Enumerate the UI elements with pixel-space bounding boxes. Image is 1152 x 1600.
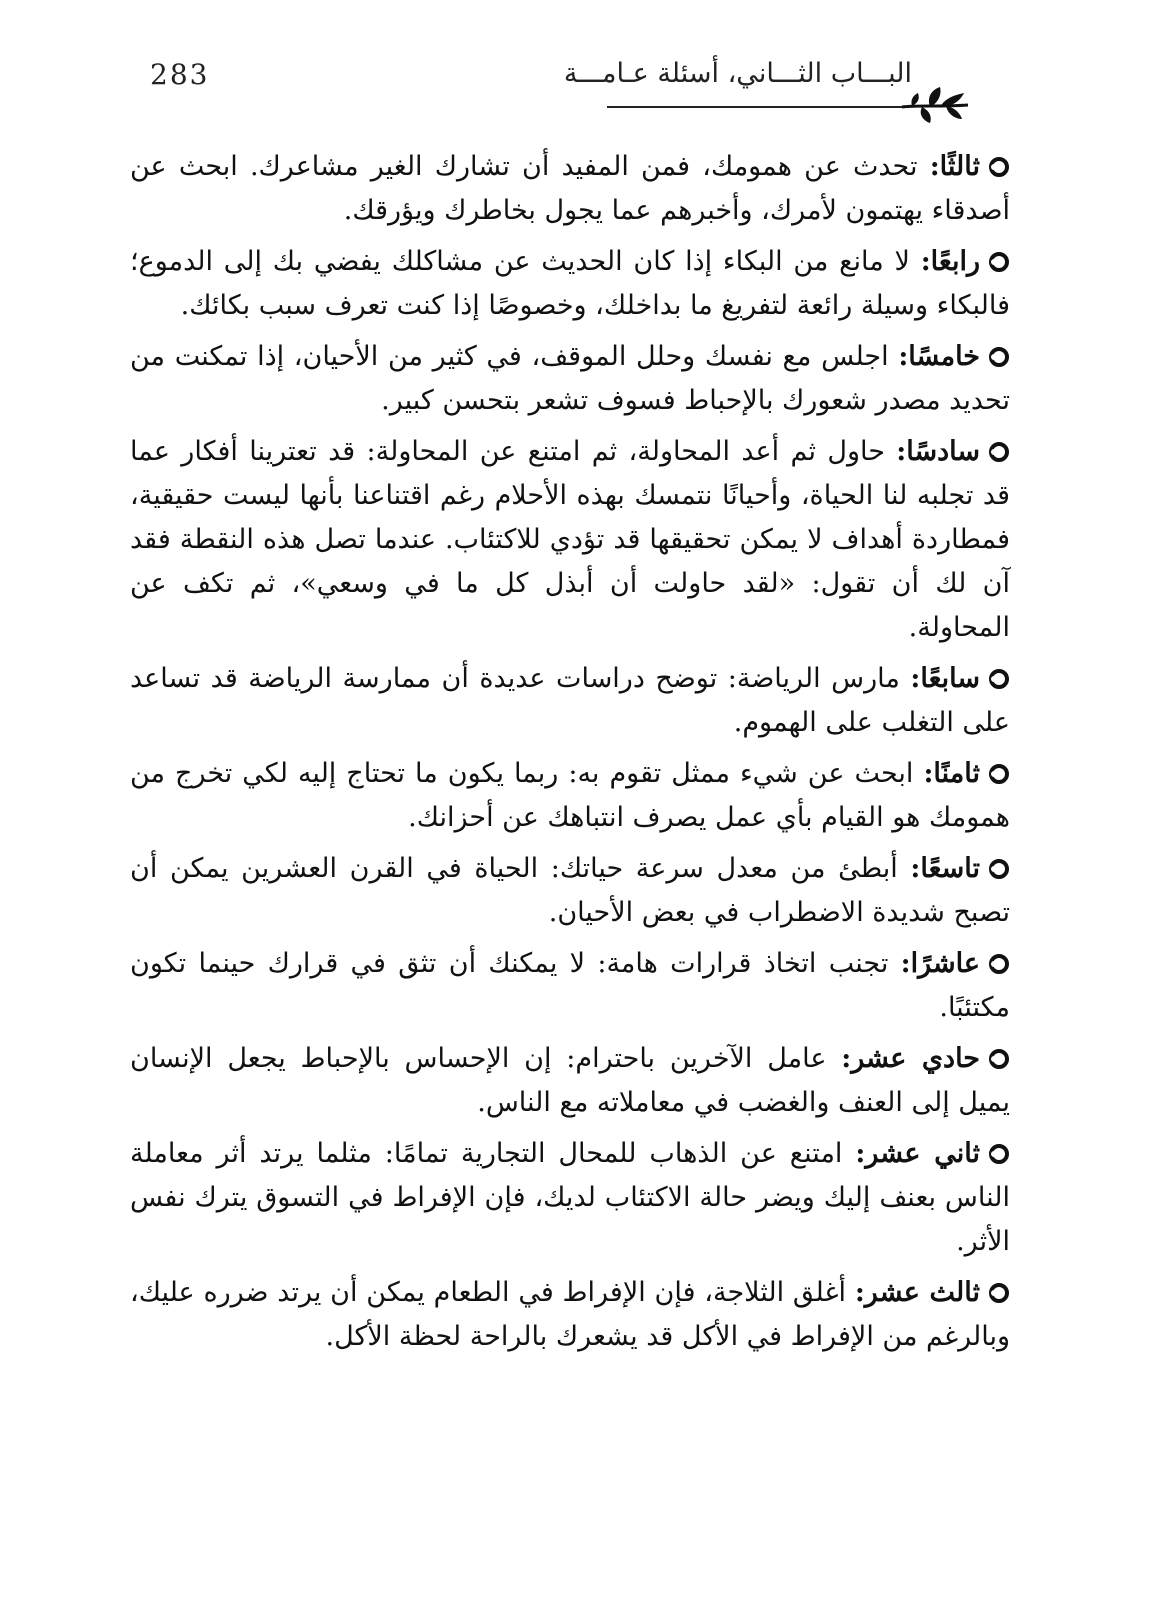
running-head: البـــاب الثـــاني، أسئلة عـامـــة: [563, 58, 912, 89]
list-item: [130, 847, 1010, 935]
circle-bullet-icon: [988, 1143, 1010, 1165]
list-item: [130, 1271, 1010, 1359]
circle-bullet-icon: [988, 763, 1010, 785]
item-label: خامسًا:: [898, 341, 980, 372]
circle-bullet-icon: [988, 1048, 1010, 1070]
item-text: ابحث عن شيء ممثل تقوم به: ربما يكون ما تحتاج إليه لكي تخرج من همومك هو القيام بأي عمل يصرف انتباهك عن أحزانك.: [130, 758, 1010, 833]
list-item: [130, 752, 1010, 840]
list-item: [130, 430, 1010, 650]
item-text: أبطئ من معدل سرعة حياتك: الحياة في القرن العشرين يمكن أن تصبح شديدة الاضطراب في بعض الأحيان.: [130, 853, 1010, 928]
item-text: تحدث عن همومك، فمن المفيد أن تشارك الغير مشاعرك. ابحث عن أصدقاء يهتمون لأمرك، وأخبرهم عما يجول بخاطرك ويؤرقك.: [130, 151, 1010, 226]
circle-bullet-icon: [988, 858, 1010, 880]
item-label: ثالث عشر:: [854, 1277, 980, 1308]
item-label: تاسعًا:: [910, 853, 980, 884]
item-text: تجنب اتخاذ قرارات هامة: لا يمكنك أن تثق في قرارك حينما تكون مكتئبًا.: [130, 948, 1010, 1023]
circle-bullet-icon: [988, 156, 1010, 178]
header-rule: [607, 106, 907, 108]
circle-bullet-icon: [988, 668, 1010, 690]
list-item: [130, 240, 1010, 328]
item-label: حادي عشر:: [841, 1043, 980, 1074]
list-item: [130, 335, 1010, 423]
circle-bullet-icon: [988, 251, 1010, 273]
content-body: [130, 145, 1010, 1366]
item-text: مارس الرياضة: توضح دراسات عديدة أن ممارسة الرياضة قد تساعد على التغلب على الهموم.: [130, 663, 1010, 738]
list-item: [130, 1132, 1010, 1264]
item-label: سادسًا:: [896, 436, 980, 467]
page-number: 283: [150, 58, 210, 91]
list-item: [130, 657, 1010, 745]
list-item: [130, 145, 1010, 233]
item-text: عامل الآخرين باحترام: إن الإحساس بالإحباط يجعل الإنسان يميل إلى العنف والغضب في معاملاته مع الناس.: [130, 1043, 1010, 1118]
circle-bullet-icon: [988, 441, 1010, 463]
item-label: ثالثًا:: [929, 151, 980, 182]
item-label: سابعًا:: [910, 663, 980, 694]
circle-bullet-icon: [988, 346, 1010, 368]
leaf-ornament-icon: [900, 85, 970, 125]
item-text: أغلق الثلاجة، فإن الإفراط في الطعام يمكن أن يرتد ضرره عليك، وبالرغم من الإفراط في الأكل قد يشعرك بالراحة لحظة الأكل.: [130, 1277, 1010, 1352]
item-text: لا مانع من البكاء إذا كان الحديث عن مشاكلك يفضي بك إلى الدموع؛ فالبكاء وسيلة رائعة لتفريغ ما بداخلك، وخصوصًا إذا كنت تعرف سبب بكائك.: [130, 246, 1010, 321]
item-text: اجلس مع نفسك وحلل الموقف، في كثير من الأحيان، إذا تمكنت من تحديد مصدر شعورك بالإحباط فسوف تشعر بتحسن كبير.: [130, 341, 1010, 416]
circle-bullet-icon: [988, 1282, 1010, 1304]
item-text: حاول ثم أعد المحاولة، ثم امتنع عن المحاولة: قد تعترينا أفكار عما قد تجلبه لنا الحياة، وأحيانًا نتمسك بهذه الأحلام رغم اقتناعنا بأنها ليست حقيقية، فمطاردة أهداف لا يمكن تحقيقها قد تؤدي للاكتئاب. عندما تصل هذه النقطة فقد آن لك أن تقول: «لقد حاولت أن أبذل كل ما في وسعي»، ثم تكف عن المحاولة.: [130, 436, 1010, 643]
item-label: رابعًا:: [920, 246, 980, 277]
item-text: امتنع عن الذهاب للمحال التجارية تمامًا: مثلما يرتد أثر معاملة الناس بعنف إليك ويضر حالة الاكتئاب لديك، فإن الإفراط في التسوق يترك نفس الأثر.: [130, 1138, 1010, 1257]
circle-bullet-icon: [988, 953, 1010, 975]
item-label: عاشرًا:: [900, 948, 980, 979]
list-item: [130, 1037, 1010, 1125]
list-item: [130, 942, 1010, 1030]
item-label: ثاني عشر:: [855, 1138, 980, 1169]
item-label: ثامنًا:: [923, 758, 980, 789]
